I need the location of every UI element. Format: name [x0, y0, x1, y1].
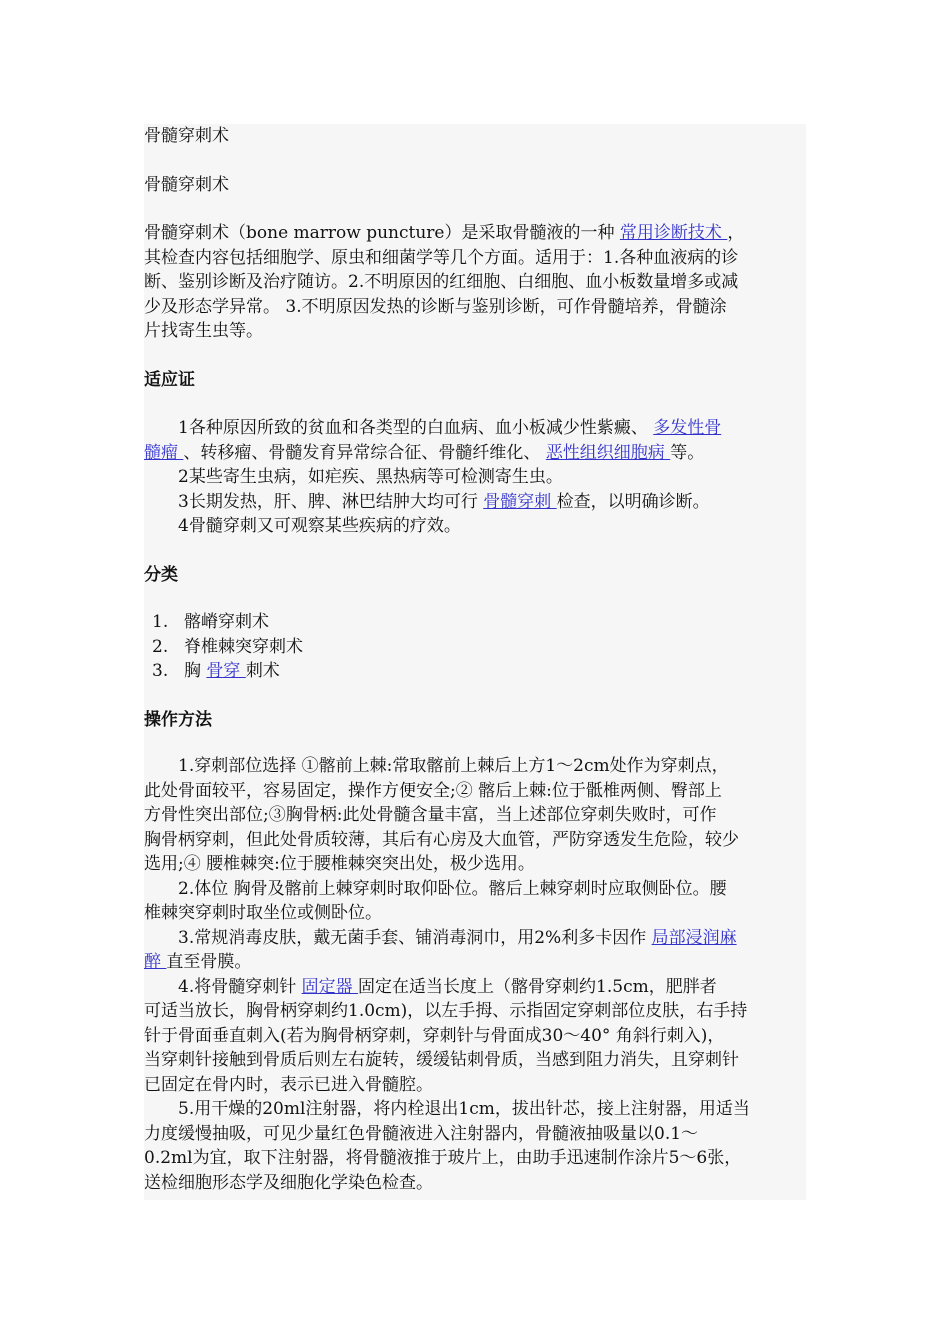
indication-item: 4骨髓穿刺又可观察某些疾病的疗效。	[178, 516, 461, 536]
link-multiple-myeloma-cont[interactable]: 髓瘤	[144, 442, 184, 463]
step-line: 选用;④ 腰椎棘突:位于腰椎棘突突出处，极少选用。	[144, 854, 535, 874]
intro-line: 断、鉴别诊断及治疗随访。2.不明原因的红细胞、白细胞、血小板数量增多或减	[144, 272, 739, 292]
link-local-anesthesia[interactable]: 局部浸润麻	[651, 927, 737, 948]
link-diagnostic-technique[interactable]: 常用诊断技术	[619, 223, 728, 243]
step-line: 2.体位 胸骨及髂前上棘穿刺时取仰卧位。髂后上棘穿刺时应取侧卧位。腰	[178, 878, 727, 899]
link-local-anesthesia-cont[interactable]: 醉	[144, 952, 167, 972]
indication-item: 2某些寄生虫病，如疟疾、黑热病等可检测寄生虫。	[178, 467, 563, 487]
step-line: 椎棘突穿刺时取坐位或侧卧位。	[144, 903, 382, 923]
step-line: 当穿刺针接触到骨质后则左右旋转，缓缓钻刺骨质，当感到阻力消失，且穿刺针	[144, 1050, 739, 1070]
step-line: 送检细胞形态学及细胞化学染色检查。	[144, 1172, 433, 1193]
document-subtitle: 骨髓穿刺术	[144, 175, 229, 195]
step-line: 5.用干燥的20ml注射器，将内栓退出1cm，拔出针芯，接上注射器，用适当	[178, 1099, 750, 1119]
list-number: 2.	[152, 636, 169, 657]
step-line: 可适当放长，胸骨柄穿刺约1.0cm)，以左手拇、示指固定穿刺部位皮肤，右手持	[144, 1001, 748, 1021]
step-line: 针于骨面垂直刺入(若为胸骨柄穿刺，穿刺针与骨面成30～40° 角斜行刺入)，	[144, 1025, 725, 1046]
step-line: 胸骨柄穿刺，但此处骨质较薄，其后有心房及大血管，严防穿透发生危险，较少	[144, 829, 739, 850]
link-fixator[interactable]: 固定器	[301, 976, 359, 997]
step-line: 此处骨面较平，容易固定，操作方便安全;② 髂后上棘:位于骶椎两侧、臀部上	[144, 780, 722, 801]
indication-item-cont: 髓瘤 、转移瘤、骨髓发育异常综合征、骨髓纤维化、 恶性组织细胞病 等。	[144, 442, 705, 463]
indication-item: 3长期发热，肝、脾、淋巴结肿大均可行 骨髓穿刺 检查，以明确诊断。	[178, 491, 710, 512]
intro-line: 片找寄生虫等。	[144, 321, 263, 341]
intro-line: 骨髓穿刺术（bone marrow puncture）是采取骨髓液的一种 常用诊断技术 ，	[144, 223, 745, 243]
intro-line: 其检查内容包括细胞学、原虫和细菌学等几个方面。适用于：1.各种血液病的诊	[144, 247, 739, 268]
link-bone-marrow-puncture[interactable]: 骨髓穿刺	[483, 491, 557, 512]
document-title: 骨髓穿刺术	[144, 126, 229, 146]
indication-item: 1各种原因所致的贫血和各类型的白血病、血小板减少性紫癜、 多发性骨	[178, 418, 722, 438]
step-line: 方骨性突出部位;③胸骨柄:此处骨髓含量丰富，当上述部位穿刺失败时，可作	[144, 805, 717, 825]
step-line: 4.将骨髓穿刺针 固定器 固定在适当长度上（髂骨穿刺约1.5cm，肥胖者	[178, 976, 717, 997]
list-item: 2. 脊椎棘突穿刺术	[144, 635, 303, 660]
step-line: 3.常规消毒皮肤，戴无菌手套、铺消毒洞巾，用2%利多卡因作 局部浸润麻	[178, 927, 737, 948]
link-bone-puncture[interactable]: 骨穿	[206, 661, 246, 681]
step-line: 1.穿刺部位选择 ①髂前上棘:常取髂前上棘后上方1～2cm处作为穿刺点，	[178, 756, 729, 776]
step-line: 力度缓慢抽吸，可见少量红色骨髓液进入注射器内，骨髓液抽吸量以0.1～	[144, 1123, 699, 1144]
operation-steps	[144, 754, 808, 1195]
link-multiple-myeloma[interactable]: 多发性骨	[653, 418, 722, 438]
link-malignant-histiocytosis[interactable]: 恶性组织细胞病	[545, 442, 671, 463]
list-number: 1.	[152, 612, 169, 632]
list-item: 1. 髂嵴穿刺术	[144, 610, 303, 635]
list-item: 3. 胸 骨穿 刺术	[144, 659, 303, 684]
heading-indications: 适应证	[144, 370, 195, 390]
step-line: 已固定在骨内时，表示已进入骨髓腔。	[144, 1074, 433, 1095]
step-line: 0.2ml为宜，取下注射器，将骨髓液推于玻片上，由助手迅速制作涂片5～6张，	[144, 1148, 742, 1168]
classification-list	[144, 610, 303, 684]
intro-paragraph	[144, 221, 808, 344]
list-number: 3.	[152, 661, 169, 681]
heading-operation: 操作方法	[144, 710, 212, 730]
heading-classification: 分类	[144, 565, 178, 585]
indications-list	[144, 416, 808, 539]
intro-line: 少及形态学异常。 3.不明原因发热的诊断与鉴别诊断，可作骨髓培养，骨髓涂	[144, 296, 727, 317]
step-line: 醉 直至骨膜。	[144, 952, 252, 972]
